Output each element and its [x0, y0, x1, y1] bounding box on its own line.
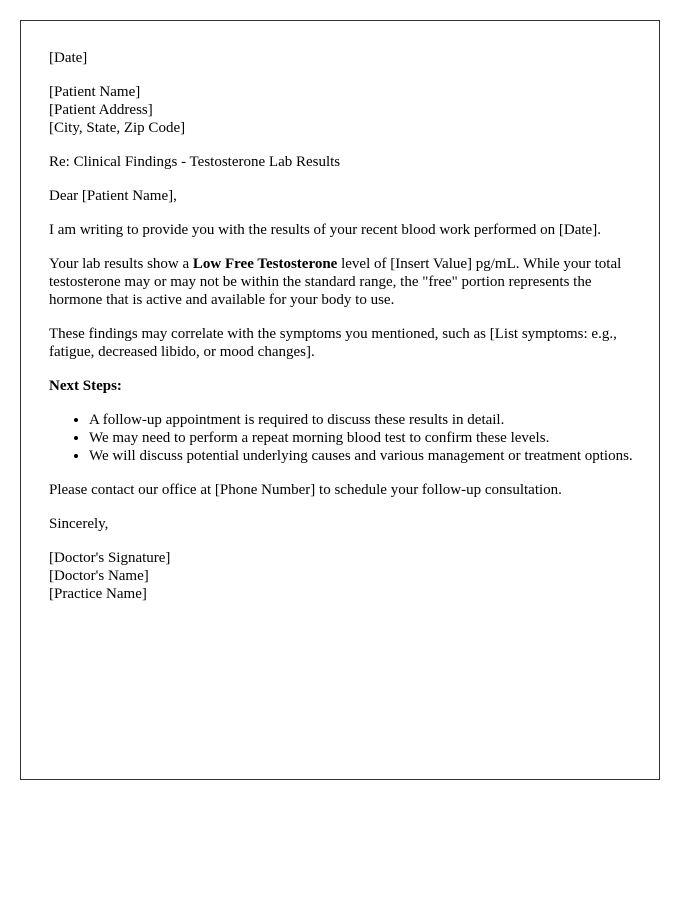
- next-steps-list: [49, 411, 635, 465]
- doctor-signature: [Doctor's Signature]: [49, 550, 171, 566]
- recipient-name: [Patient Name]: [49, 84, 141, 100]
- results-highlight: Low Free Testosterone: [192, 256, 338, 272]
- letter-body: [49, 49, 635, 619]
- results-prefix: Your lab results show a: [49, 256, 193, 272]
- letter-page: [20, 20, 660, 780]
- next-step-item: • We will discuss potential underlying causes and various management or treatment options.: [89, 447, 635, 465]
- results-paragraph: [49, 255, 635, 309]
- recipient-address-block: [49, 83, 635, 137]
- contact-paragraph: Please contact our office at [Phone Number] to schedule your follow-up consultation.: [49, 482, 562, 498]
- symptoms-paragraph: These findings may correlate with the symptoms you mentioned, such as [List symptoms: e.g., fatigue, decreased libido, or mood changes].: [49, 326, 617, 360]
- next-step-item: • A follow-up appointment is required to discuss these results in detail.: [89, 411, 635, 429]
- doctor-name: [Doctor's Name]: [49, 568, 149, 584]
- salutation: Dear [Patient Name],: [49, 188, 177, 204]
- signature-block: [49, 549, 635, 603]
- intro-paragraph: I am writing to provide you with the results of your recent blood work performed on [Date].: [49, 222, 601, 238]
- practice-name: [Practice Name]: [49, 586, 147, 602]
- results-suffix: level of [Insert Value] pg/mL. While your total testosterone may or may not be within the standard range, the "free" portion represents the hormone that is active and available for your body to use.: [49, 256, 622, 308]
- closing: Sincerely,: [49, 516, 109, 532]
- subject-line: Re: Clinical Findings - Testosterone Lab Results: [49, 154, 341, 170]
- next-step-item: • We may need to perform a repeat morning blood test to confirm these levels.: [89, 429, 635, 447]
- next-steps-heading: Next Steps:: [49, 378, 122, 394]
- recipient-address: [Patient Address]: [49, 102, 153, 118]
- letter-date: [Date]: [49, 50, 88, 66]
- recipient-city-state-zip: [City, State, Zip Code]: [49, 120, 186, 136]
